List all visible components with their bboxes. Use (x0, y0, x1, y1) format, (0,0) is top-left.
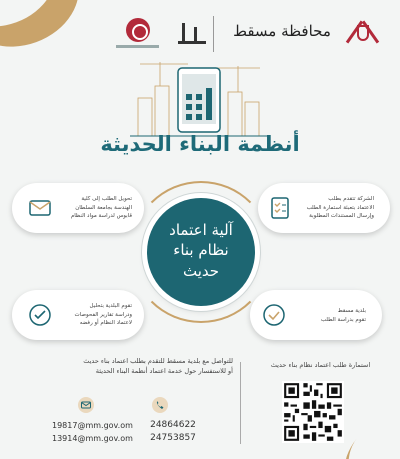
qr-title: استمارة طلب اعتماد نظام بناء حديث (270, 361, 371, 369)
approval-icon (262, 303, 286, 327)
email-icon (78, 397, 94, 413)
center-title (147, 220, 255, 281)
checklist-icon (268, 196, 292, 220)
step-card-3 (250, 290, 382, 340)
construction-illustration (130, 58, 270, 138)
contact-line-1: للتواصل مع بلدية مسقط للتقدم بطلب اعتماد بناء حديث (83, 357, 233, 365)
corner-decoration-bottom-right-mask (335, 391, 400, 459)
step-4-line-2: ودراسة تقارير الفحوصات (74, 311, 132, 318)
contact-info (48, 356, 233, 377)
phone-icon (152, 397, 168, 413)
phone-number-2[interactable]: 24753857 (150, 433, 196, 443)
center-line-3: حديث (182, 261, 220, 280)
step-card-2 (12, 183, 144, 233)
step-1-line-2: الاعتماد بتعبئة استمارة الطلب (306, 204, 374, 211)
step-3-line-1: بلدية مسقط (337, 308, 366, 314)
step-card-1 (258, 183, 390, 233)
email-address-2[interactable]: 13914@mm.gov.om (52, 434, 133, 443)
step-1-line-3: وإرسال المستندات المطلوبة (309, 213, 374, 220)
step-2-line-2: الهندسة بجامعة السلطان (75, 204, 132, 211)
step-card-4 (12, 290, 144, 340)
step-4-line-1: تقوم البلدية بتحليل (89, 303, 132, 309)
governorate-name: محافظة مسقط (233, 22, 331, 40)
phone-number-1[interactable]: 24864622 (150, 420, 196, 430)
center-line-1: آلية اعتماد (169, 221, 233, 239)
step-2-text (48, 195, 132, 221)
email-address-1[interactable]: 19817@mm.gov.om (52, 421, 133, 430)
step-4-text (48, 302, 132, 328)
header-logos (110, 14, 385, 54)
step-4-line-3: لاعتماد النظام أو رفضه (79, 320, 132, 327)
muscat-municipality-logo (172, 16, 214, 52)
contact-line-2: أو للاستفسار حول خدمة اعتماد أنظمة البناء الحديثة (95, 367, 233, 376)
step-1-line-1: الشركة تتقدم بطلب (328, 196, 374, 202)
step-1-text (292, 195, 374, 221)
center-line-2: نظام بناء (173, 241, 229, 260)
step-2-line-3: قابوس لدراسة مواد النظام (70, 213, 132, 220)
step-2-line-1: تحويل الطلب إلى كلية (81, 196, 132, 202)
step-3-text (292, 307, 366, 324)
page-title: أنظمة البناء الحديثة (100, 132, 300, 156)
step-3-line-2: تقوم بدراسة الطلب (320, 316, 366, 323)
oman-emblem (349, 17, 377, 49)
bottom-divider (240, 362, 241, 444)
qr-code[interactable] (282, 381, 344, 443)
cmm-logo (110, 18, 165, 50)
